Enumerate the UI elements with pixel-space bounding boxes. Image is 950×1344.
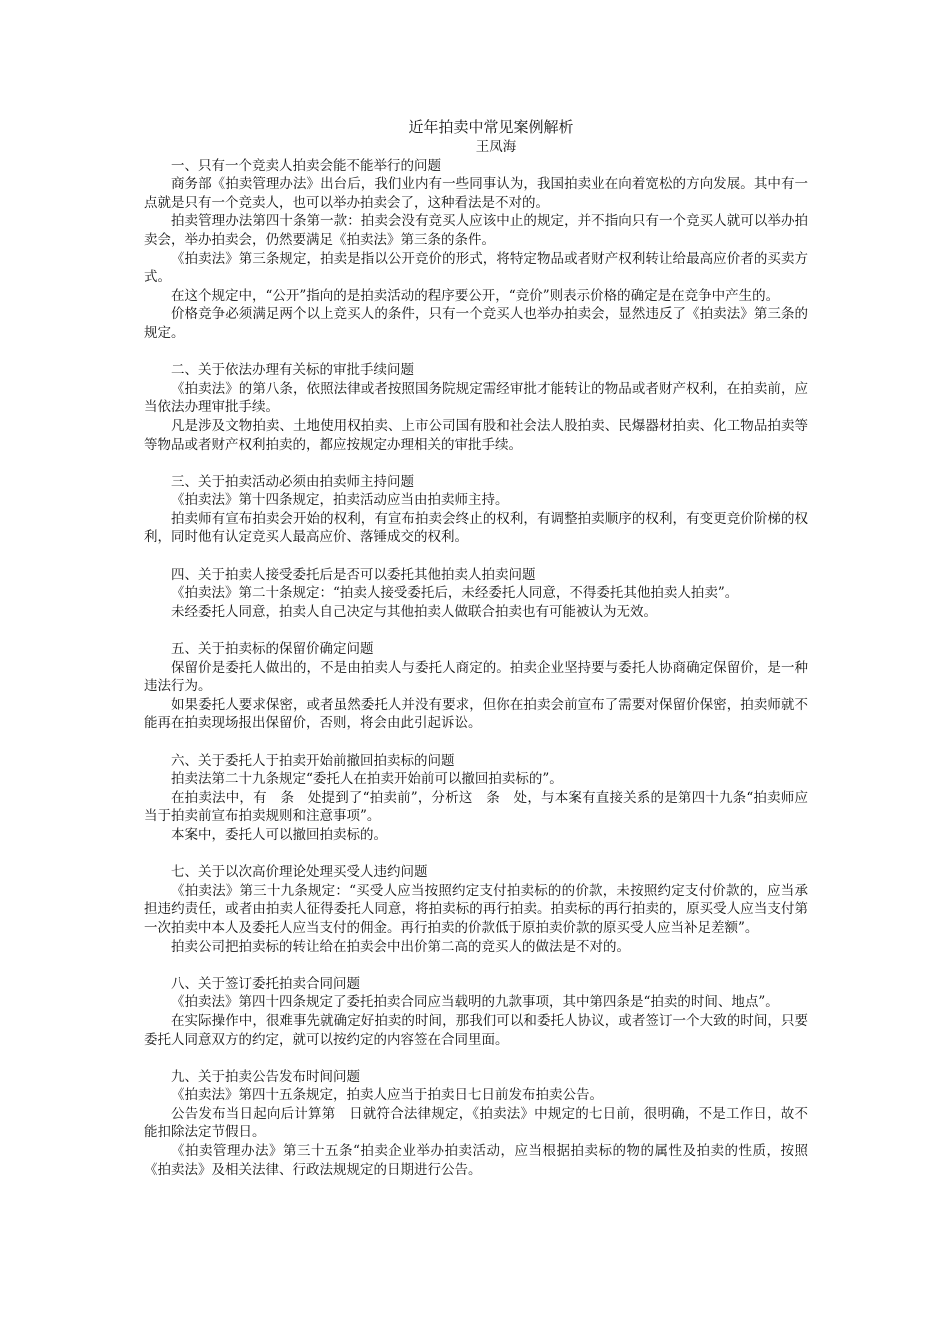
paragraph: 《拍卖法》第三条规定，拍卖是指以公开竞价的形式，将特定物品或者财产权利转让给最高应价者的买卖方式。 xyxy=(144,250,808,286)
document-section xyxy=(144,361,808,454)
document-section xyxy=(144,1068,808,1180)
paragraph: 在拍卖法中，有 条 处提到了“拍卖前”，分析这 条 处，与本案有直接关系的是第四十九条“拍卖师应当于拍卖前宣布拍卖规则和注意事项”。 xyxy=(144,789,808,825)
document-section xyxy=(144,157,808,343)
section-heading: 八、关于签订委托拍卖合同问题 xyxy=(171,975,360,992)
paragraph: 凡是涉及文物拍卖、土地使用权拍卖、上市公司国有股和社会法人股拍卖、民爆器材拍卖、化工物品拍卖等等物品或者财产权利拍卖的，都应按规定办理相关的审批手续。 xyxy=(144,417,808,453)
document-section xyxy=(144,566,808,622)
paragraph: 《拍卖法》第十四条规定，拍卖活动应当由拍卖师主持。 xyxy=(171,492,509,509)
document-section xyxy=(144,640,808,733)
document-section xyxy=(144,863,808,956)
paragraph: 《拍卖法》第二十条规定：“拍卖人接受委托后，未经委托人同意，不得委托其他拍卖人拍卖”。 xyxy=(171,585,739,602)
document-title: 近年拍卖中常见案例解析 xyxy=(408,118,574,136)
paragraph: 拍卖法第二十九条规定“委托人在拍卖开始前可以撤回拍卖标的”。 xyxy=(171,771,563,788)
section-heading: 三、关于拍卖活动必须由拍卖师主持问题 xyxy=(171,473,414,490)
paragraph: 《拍卖法》的第八条，依照法律或者按照国务院规定需经审批才能转让的物品或者财产权利，在拍卖前，应当依法办理审批手续。 xyxy=(144,380,808,416)
paragraph: 《拍卖法》第三十九条规定：“买受人应当按照约定支付拍卖标的的价款，未按照约定支付价款的，应当承担违约责任，或者由拍卖人征得委托人同意，将拍卖标的再行拍卖。拍卖标的再行拍卖的，原买受人应当支付第一次拍卖中本人及委托人应当支付的佣金。再行拍卖的价款低于原拍卖价款的原买受人应当补足差额”。 xyxy=(144,882,808,936)
section-heading: 五、关于拍卖标的保留价确定问题 xyxy=(171,641,374,658)
document-body xyxy=(144,157,808,1180)
section-heading: 一、只有一个竞卖人拍卖会能不能举行的问题 xyxy=(171,157,441,174)
section-heading: 六、关于委托人于拍卖开始前撤回拍卖标的问题 xyxy=(171,752,455,769)
paragraph: 在这个规定中，“公开”指向的是拍卖活动的程序要公开，“竞价”则表示价格的确定是在竞争中产生的。 xyxy=(171,287,780,304)
paragraph: 拍卖公司把拍卖标的转让给在拍卖会中出价第二高的竞买人的做法是不对的。 xyxy=(171,938,630,955)
paragraph: 价格竞争必须满足两个以上竞买人的条件，只有一个竞买人也举办拍卖会，显然违反了《拍卖法》第三条的规定。 xyxy=(144,306,808,341)
paragraph: 保留价是委托人做出的，不是由拍卖人与委托人商定的。拍卖企业坚持要与委托人协商确定保留价，是一种违法行为。 xyxy=(144,659,808,695)
section-heading: 九、关于拍卖公告发布时间问题 xyxy=(171,1068,360,1085)
paragraph: 公告发布当日起向后计算第 日就符合法律规定，《拍卖法》中规定的七日前，很明确，不是工作日，故不能扣除法定节假日。 xyxy=(144,1105,808,1141)
paragraph: 本案中，委托人可以撤回拍卖标的。 xyxy=(171,826,387,843)
paragraph: 在实际操作中，很难事先就确定好拍卖的时间，那我们可以和委托人协议，或者签订一个大致的时间，只要委托人同意双方的约定，就可以按约定的内容签在合同里面。 xyxy=(144,1012,808,1048)
document-section xyxy=(144,752,808,845)
section-heading: 二、关于依法办理有关标的审批手续问题 xyxy=(171,362,414,379)
document-page xyxy=(144,116,808,1179)
paragraph: 如果委托人要求保密，或者虽然委托人并没有要求，但你在拍卖会前宣布了需要对保留价保密，拍卖师就不能再在拍卖现场报出保留价，否则，将会由此引起诉讼。 xyxy=(144,696,808,732)
paragraph: 未经委托人同意，拍卖人自己决定与其他拍卖人做联合拍卖也有可能被认为无效。 xyxy=(171,603,657,620)
document-section xyxy=(144,975,808,1049)
section-heading: 七、关于以次高价理论处理买受人违约问题 xyxy=(171,864,428,881)
paragraph: 《拍卖法》第四十四条规定了委托拍卖合同应当载明的九款事项，其中第四条是“拍卖的时间、地点”。 xyxy=(171,994,779,1011)
document-author: 王凤海 xyxy=(475,139,517,155)
paragraph: 《拍卖管理办法》第三十五条“拍卖企业举办拍卖活动，应当根据拍卖标的物的属性及拍卖的性质，按照《拍卖法》及相关法律、行政法规规定的日期进行公告。 xyxy=(144,1143,808,1178)
paragraph: 商务部《拍卖管理办法》出台后，我们业内有一些同事认为，我国拍卖业在向着宽松的方向发展。其中有一点就是只有一个竞卖人，也可以举办拍卖会了，这种看法是不对的。 xyxy=(144,176,808,211)
paragraph: 拍卖师有宣布拍卖会开始的权利，有宣布拍卖会终止的权利，有调整拍卖顺序的权利，有变更竞价阶梯的权利，同时他有认定竞买人最高应价、落锤成交的权利。 xyxy=(144,510,808,546)
section-heading: 四、关于拍卖人接受委托后是否可以委托其他拍卖人拍卖问题 xyxy=(171,566,536,583)
paragraph: 《拍卖法》第四十五条规定，拍卖人应当于拍卖日七日前发布拍卖公告。 xyxy=(171,1087,603,1104)
document-section xyxy=(144,473,808,547)
paragraph: 拍卖管理办法第四十条第一款：拍卖会没有竞买人应该中止的规定，并不指向只有一个竞买人就可以举办拍卖会，举办拍卖会，仍然要满足《拍卖法》第三条的条件。 xyxy=(144,213,808,248)
